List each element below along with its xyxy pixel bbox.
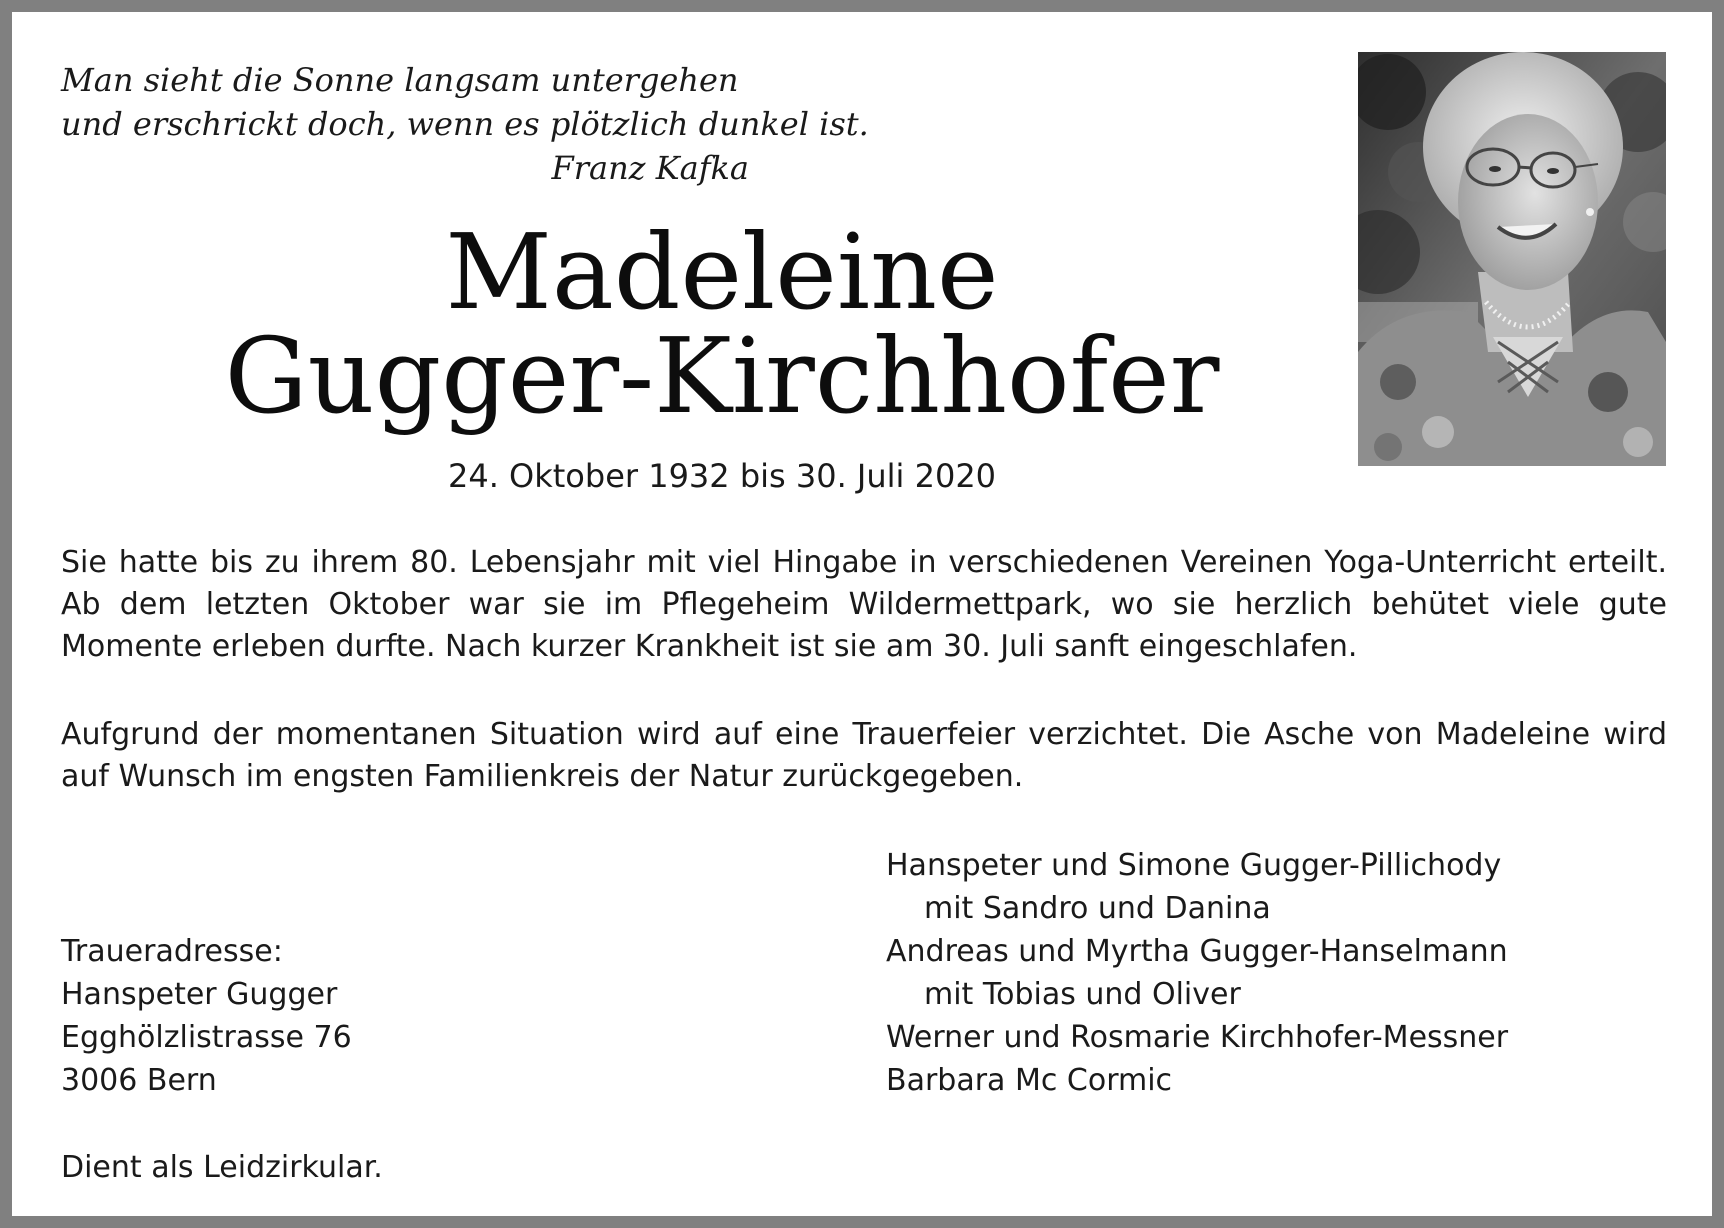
address-name: Hanspeter Gugger: [61, 977, 338, 1012]
kafka-quote: [61, 58, 869, 190]
mourner-line: Werner und Rosmarie Kirchhofer-Messner: [886, 1020, 1509, 1055]
biography-paragraph: Sie hatte bis zu ihrem 80. Lebensjahr mit viel Hingabe in verschiedenen Vereinen Yoga-Unterricht erteilt. Ab dem letzten Oktober war sie im Pflegeheim Wildermettpark, wo sie herzlich behütet viele gute Momente erleben durfte. Nach kurzer Krankheit ist sie am 30. Juli sanft eingeschlafen.: [61, 545, 1667, 664]
mourner-line: Barbara Mc Cormic: [886, 1063, 1173, 1098]
portrait-photo: [1358, 52, 1666, 466]
obituary-notice: [12, 12, 1712, 1216]
mourner-line: Hanspeter und Simone Gugger-Pillichody: [886, 848, 1502, 883]
quote-line-1: Man sieht die Sonne langsam untergehen: [61, 61, 739, 99]
mourners-list: [886, 844, 1508, 1102]
address-city: 3006 Bern: [61, 1063, 217, 1098]
deceased-name: [132, 211, 1312, 437]
address-label: Traueradresse:: [61, 934, 283, 969]
mourning-address: [61, 930, 352, 1102]
circular-note: Dient als Leidzirkular.: [61, 1150, 383, 1185]
funeral-info-paragraph: Aufgrund der momentanen Situation wird auf eine Trauerfeier verzichtet. Die Asche von Madeleine wird auf Wunsch im engsten Familienkreis der Natur zurückgegeben.: [61, 717, 1667, 794]
mourner-line: mit Sandro und Danina: [924, 891, 1271, 926]
quote-author: Franz Kafka: [551, 149, 749, 187]
address-street: Egghölzlistrasse 76: [61, 1020, 352, 1055]
portrait-image: [1358, 52, 1666, 466]
mourner-line: Andreas und Myrtha Gugger-Hanselmann: [886, 934, 1508, 969]
last-name: Gugger-Kirchhofer: [224, 315, 1220, 437]
mourner-line: mit Tobias und Oliver: [924, 977, 1241, 1012]
life-dates: 24. Oktober 1932 bis 30. Juli 2020: [447, 457, 997, 495]
quote-line-2: und erschrickt doch, wenn es plötzlich dunkel ist.: [61, 105, 869, 143]
first-name: Madeleine: [445, 211, 999, 333]
